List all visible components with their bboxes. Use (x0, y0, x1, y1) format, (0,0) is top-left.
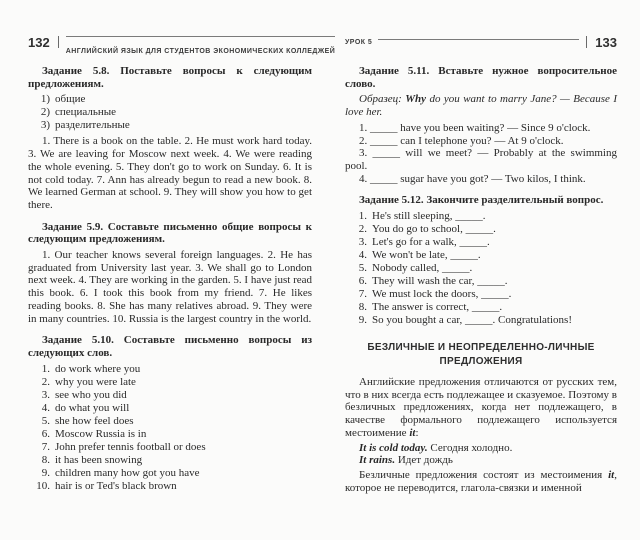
task-5-9-sentences (28, 249, 312, 325)
grammar-paragraph-1 (345, 376, 617, 440)
text-run: He's still sleeping, _____. (372, 210, 486, 223)
task-5-11-heading (345, 65, 617, 90)
list-item (28, 467, 312, 480)
list-item-number: 3. (358, 236, 367, 249)
list-item (28, 363, 312, 376)
list-item (345, 314, 617, 327)
task-5-11-item-2 (345, 135, 617, 148)
list-item-text (372, 262, 472, 275)
list-item-text (55, 402, 129, 415)
list-item-number: 4. (358, 249, 367, 262)
text-run: do what you will (55, 401, 130, 414)
list-item-text (55, 106, 116, 119)
list-item-number: 1. (41, 362, 50, 375)
task-5-10-list (28, 363, 312, 493)
text-run: do work where you (55, 362, 141, 375)
text-run: 2. _____ can I telephone you? — At 9 o'clock. (359, 134, 564, 147)
list-item (345, 223, 617, 236)
list-item-text (372, 236, 490, 249)
task-5-8-heading (28, 65, 312, 90)
text-run: it (608, 468, 615, 481)
text-run: Let's go for a walk, _____. (372, 236, 490, 249)
list-item-number: 5. (358, 262, 367, 275)
text-run: children many how got you have (55, 466, 200, 479)
list-item-number: 6. (41, 427, 50, 440)
text-run: she how feel does (55, 414, 134, 427)
header-divider (58, 36, 59, 48)
list-item-text (55, 415, 134, 428)
running-head-left: АНГЛИЙСКИЙ ЯЗЫК ДЛЯ СТУДЕНТОВ ЭКОНОМИЧЕСКИХ КОЛЛЕДЖЕЙ (65, 48, 336, 55)
list-item (28, 402, 312, 415)
text-run: Английские предложения отличаются от русских тем, что в них всегда есть подлежащее и сказуемое. Поэтому в безличных предложениях, когда нет подлежащего, в качестве формального подлежащего используется местоимение (345, 376, 617, 439)
list-item-text (55, 363, 140, 376)
task-5-8-sentences (28, 135, 312, 211)
page-right (345, 36, 617, 496)
section-title-line: БЕЗЛИЧНЫЕ И НЕОПРЕДЕЛЕННО-ЛИЧНЫЕ (367, 342, 595, 354)
text-run: 4. _____ sugar have you got? — Two kilos, I think. (359, 172, 586, 185)
text-run: Moscow Russia is in (55, 427, 147, 440)
text-run: Задание 5.11. Вставьте нужное вопросительное слово. (345, 65, 617, 90)
text-run: We won't be late, _____. (372, 249, 481, 262)
list-item-number: 2) (40, 106, 50, 119)
list-item-text (55, 93, 85, 106)
list-item (28, 93, 312, 106)
list-item (345, 275, 617, 288)
grammar-example-1 (345, 442, 617, 455)
list-item (345, 288, 617, 301)
list-item (28, 119, 312, 132)
text-run: , которое не переводится, глагола-связки и именной (345, 468, 617, 494)
text-run: Nobody called, _____. (372, 262, 473, 275)
header-divider (586, 36, 587, 48)
text-run: it has been snowing (55, 453, 143, 466)
task-5-11-item-1 (345, 122, 617, 135)
left-page-number: 132 (28, 35, 50, 50)
text-run: why you were late (55, 375, 136, 388)
text-run: We must lock the doors, _____. (372, 288, 512, 301)
running-head-right: УРОК 5 (345, 39, 373, 46)
text-run: Образец: (359, 93, 406, 106)
list-item-text (372, 210, 486, 223)
text-run: You do go to school, _____. (372, 223, 496, 236)
list-item (345, 236, 617, 249)
list-item-number: 10. (36, 479, 50, 492)
right-page-header (345, 36, 617, 56)
text-run: : (415, 426, 419, 439)
text-run: 3. _____ will we meet? — Probably at the swimming pool. (345, 147, 617, 172)
task-5-10-heading (28, 334, 312, 359)
list-item-number: 3. (41, 388, 50, 401)
list-item (28, 376, 312, 389)
list-item-number: 7. (41, 440, 50, 453)
text-run: 1. There is a book on the table. 2. He must work hard today. 3. We are leaving for Moscow next week. 4. We were reading the whole evening. 5. They don't go to work on Sunday. 6. It is not cold today. 7. Ann has already begun to read a new book. 8. We learned German at school. 9. They will show you how to get there. (28, 135, 312, 211)
list-item-number: 1) (40, 93, 50, 106)
list-item-text (372, 288, 511, 301)
left-page-content (28, 65, 312, 493)
list-item-number: 1. (358, 210, 367, 223)
list-item (28, 389, 312, 402)
list-item-number: 3) (40, 119, 50, 132)
text-run: John prefer tennis football or does (55, 440, 206, 453)
task-5-11-item-4 (345, 173, 617, 186)
text-run: Why (405, 93, 427, 106)
text-run: 1. Our teacher knows several foreign languages. 2. He has graduated from University last year. 3. We shall go to London next week. 4. They are working in the garden. 5. I have just read this book. 6. I took this book from my friend. 7. He likes reading books. 8. She has many relatives abroad. 9. They were in many countries. 10. Russia is the largest country in the world. (28, 249, 312, 325)
list-item (345, 301, 617, 314)
list-item-text (372, 249, 481, 262)
text-run: So you bought a car, _____. Congratulations! (372, 314, 572, 327)
list-item-text (372, 314, 572, 327)
list-item-text (372, 301, 502, 314)
list-item (28, 428, 312, 441)
text-run: Задание 5.12. Закончите разделительный вопрос. (359, 194, 604, 207)
list-item-number: 4. (41, 401, 50, 414)
grammar-example-2 (345, 454, 617, 467)
list-item-text (55, 389, 127, 402)
task-5-11-item-3 (345, 147, 617, 172)
text-run: Безличные предложения состоят из местоимения (359, 468, 609, 481)
list-item (28, 480, 312, 493)
left-page-header (28, 35, 336, 56)
page-left (28, 35, 336, 496)
right-page-number: 133 (595, 35, 617, 50)
list-item (345, 210, 617, 223)
task-5-11-example (345, 93, 617, 118)
right-page-content (345, 65, 617, 494)
text-run: do you want to marry Jane? — Because I love her. (345, 93, 617, 119)
list-item-text (55, 454, 142, 467)
list-item-text (372, 275, 508, 288)
list-item-number: 5. (41, 414, 50, 427)
question-types-list (28, 93, 312, 132)
text-run: Задание 5.9. Составьте письменно общие вопросы к следующим предложениям. (28, 220, 312, 246)
list-item-number: 7. (358, 288, 367, 301)
list-item-number: 6. (358, 275, 367, 288)
text-run: Сегодня холодно. (427, 441, 513, 454)
list-item-number: 2. (41, 375, 50, 388)
text-run: It rains. (359, 454, 396, 467)
list-item-text (55, 428, 146, 441)
list-item (345, 249, 617, 262)
task-5-12-list (345, 210, 617, 327)
section-title-line: ПРЕДЛОЖЕНИЯ (439, 355, 523, 367)
grammar-section-title (345, 341, 617, 368)
list-item-number: 9. (358, 314, 367, 327)
text-run: Идет дождь (395, 454, 453, 467)
list-item-text (55, 480, 177, 493)
list-item (28, 415, 312, 428)
list-item-number: 9. (41, 466, 50, 479)
list-item-text (55, 376, 136, 389)
text-run: специальные (55, 106, 117, 119)
text-run: общие (55, 93, 86, 106)
grammar-paragraph-2 (345, 469, 617, 494)
text-run: The answer is correct, _____. (372, 301, 503, 314)
list-item (28, 454, 312, 467)
text-run: They will wash the car, _____. (372, 275, 508, 288)
header-rule (66, 36, 336, 58)
list-item (28, 441, 312, 454)
text-run: it (409, 426, 416, 439)
text-run: It is cold today. (359, 441, 428, 454)
text-run: разделительные (55, 119, 130, 132)
list-item-number: 2. (358, 223, 367, 236)
task-5-12-heading (345, 194, 617, 207)
list-item-text (55, 119, 130, 132)
list-item-text (55, 441, 206, 454)
text-run: 1. _____ have you been waiting? — Since 9 o'clock. (359, 121, 591, 134)
text-run: Задание 5.10. Составьте письменно вопросы из следующих слов. (28, 334, 312, 359)
list-item (345, 262, 617, 275)
list-item-text (372, 223, 496, 236)
list-item-number: 8. (41, 453, 50, 466)
text-run: hair is or Ted's black brown (55, 479, 177, 492)
text-run: see who you did (55, 388, 127, 401)
list-item (28, 106, 312, 119)
list-item-number: 8. (358, 301, 367, 314)
list-item-text (55, 467, 200, 480)
text-run: Задание 5.8. Поставьте вопросы к следующим предложениям. (28, 65, 312, 90)
task-5-9-heading (28, 221, 312, 246)
header-rule (378, 39, 579, 40)
